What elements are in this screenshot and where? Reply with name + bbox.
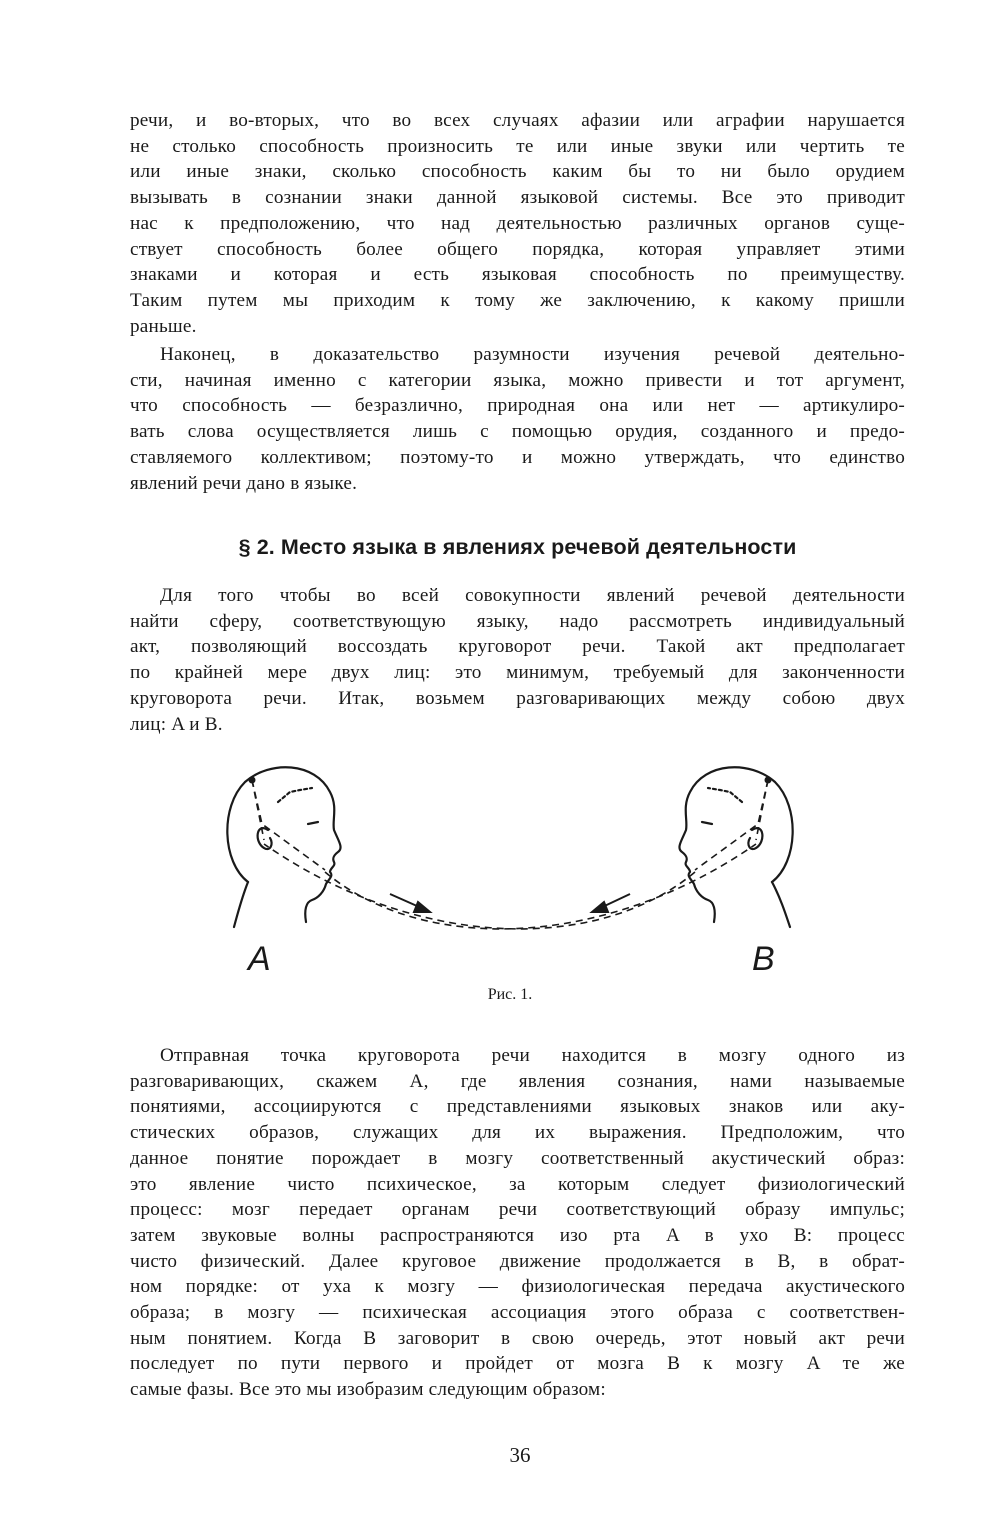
- head-b-hairline: [708, 788, 742, 802]
- brain-point-a: [250, 778, 255, 783]
- text-line: не столько способность произносить те или иные звуки или чертить те: [130, 135, 905, 157]
- text-line: разговаривающих, скажем A, где явления сознания, нами называемые: [130, 1070, 905, 1092]
- text-line: стических образов, служащих для их выражения. Предположим, что: [130, 1122, 905, 1144]
- speech-circuit-illustration: [200, 752, 820, 982]
- paragraph-1: [130, 108, 905, 339]
- text-line: лиц: A и B.: [130, 713, 223, 735]
- text-line: самые фазы. Все это мы изобразим следующим образом:: [130, 1379, 606, 1401]
- figure-label-b: B: [752, 940, 775, 978]
- page-number: 36: [509, 1443, 531, 1467]
- paragraph-4: [130, 1043, 905, 1403]
- text-line: найти сферу, соответствующую языку, надо рассмотреть индивидуальный: [130, 610, 905, 632]
- text-line: вызывать в сознании знаки данной языковой системы. Все это приводит: [130, 187, 905, 209]
- text-line: понятиями, ассоциируются с представлениями языковых знаков или аку-: [130, 1096, 905, 1118]
- text-line: ствует способность более общего порядка, которая управляет этими: [130, 238, 905, 260]
- text-line: раньше.: [130, 315, 197, 337]
- head-a-ear: [258, 828, 272, 849]
- text-line: речи, и во-вторых, что во всех случаях афазии или аграфии нарушается: [130, 110, 905, 131]
- text-line: Наконец, в доказательство разумности изучения речевой деятельно-: [160, 344, 905, 365]
- arrow-a-to-b-head: [414, 902, 430, 912]
- text-line: нас к предположению, что над деятельностью различных органов суще-: [130, 212, 905, 234]
- sound-path-a-to-b: [325, 844, 756, 929]
- head-b-neck: [772, 882, 790, 927]
- text-line: процесс: мозг передает органам речи соответствующий образу импульс;: [130, 1199, 905, 1221]
- head-b-eye: [702, 822, 712, 824]
- head-a-neck: [234, 882, 248, 927]
- figure-caption: Рис. 1.: [487, 986, 533, 1003]
- text-line: Отправная точка круговорота речи находится в мозгу одного из: [160, 1045, 905, 1066]
- text-line: последует по пути первого и пройдет от мозга B к мозгу A те же: [130, 1353, 905, 1375]
- brain-point-b: [766, 778, 771, 783]
- head-a-eye: [308, 822, 318, 824]
- text-line: круговорота речи. Итак, возьмем разговаривающих между собою двух: [130, 687, 905, 709]
- section-heading: § 2. Место языка в явлениях речевой деятельности: [238, 535, 797, 559]
- figure-label-a: A: [248, 940, 271, 978]
- text-line: Таким путем мы приходим к тому же заключению, к какому пришли: [130, 289, 905, 311]
- text-line: что способность — безразлично, природная она или нет — артикулиро-: [130, 395, 905, 417]
- text-line: знаками и которая и есть языковая способность по преимуществу.: [130, 264, 905, 286]
- text-line: ставляемого коллективом; поэтому-то и можно утверждать, что единство: [130, 446, 905, 468]
- text-line: ном порядке: от уха к мозгу — физиологическая передача акустического: [130, 1276, 905, 1298]
- text-line: это явление чисто психическое, за которым следует физиологический: [130, 1173, 905, 1195]
- head-a-hairline: [278, 788, 312, 802]
- text-line: затем звуковые волны распространяются изо рта A в ухо B: процесс: [130, 1224, 905, 1246]
- text-line: сти, начиная именно с категории языка, можно привести и тот аргумент,: [130, 369, 905, 391]
- text-line: или иные знаки, сколько способность каким бы то ни было орудием: [130, 161, 905, 183]
- text-line: акт, позволяющий воссоздать круговорот речи. Такой акт предполагает: [130, 636, 905, 658]
- head-a-outline: [227, 767, 340, 922]
- text-line: ным понятием. Когда B заговорит в свою очередь, этот новый акт речи: [130, 1327, 905, 1349]
- text-line: по крайней мере двух лиц: это минимум, требуемый для законченности: [130, 662, 905, 684]
- text-line: данное понятие порождает в мозгу соответственный акустический образ:: [130, 1147, 905, 1169]
- text-line: Для того чтобы во всей совокупности явлений речевой деятельности: [160, 585, 905, 606]
- head-b-ear: [748, 828, 762, 849]
- paragraph-2: [130, 342, 905, 496]
- text-line: образа; в мозгу — психическая ассоциация этого образа с соответствен-: [130, 1302, 905, 1324]
- head-b-outline: [679, 767, 792, 922]
- text-line: чисто физический. Далее круговое движение продолжается в B, в обрат-: [130, 1250, 905, 1272]
- figure-speech-circuit: [200, 752, 820, 982]
- arrow-b-to-a-head: [592, 902, 608, 912]
- text-line: вать слова осуществляется лишь с помощью орудия, созданного и предо-: [130, 421, 905, 443]
- paragraph-3: [130, 583, 905, 737]
- sound-path-b-to-a: [264, 844, 695, 929]
- text-line: явлений речи дано в языке.: [130, 472, 358, 494]
